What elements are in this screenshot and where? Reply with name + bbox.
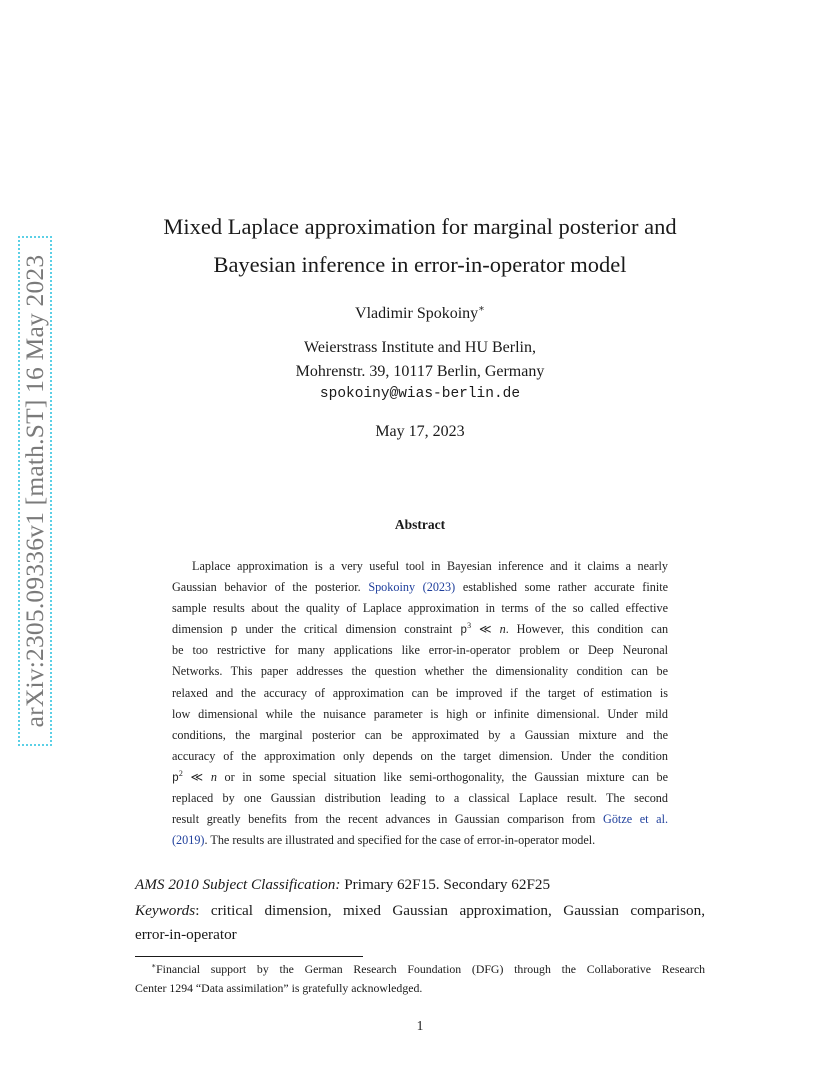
math-ll: ≪ [478, 622, 492, 637]
abstract-text: or in some special situation like semi-orthogonality, the Gaussian mixture can be [224, 769, 669, 784]
title-line-1: Mixed Laplace approximation for marginal posterior and [163, 214, 677, 239]
abstract-text: established some rather accurate finite [462, 580, 669, 595]
keywords [135, 899, 705, 946]
abstract-text: dimension [172, 622, 223, 637]
math-p: p [460, 624, 468, 638]
keywords-text: critical dimension, mixed Gaussian approximation, Gaussian comparison, [210, 902, 706, 919]
arxiv-sidebar-stamp [18, 236, 58, 746]
affiliation-line-1: Weierstrass Institute and HU Berlin, [304, 339, 536, 356]
subject-classification [135, 874, 705, 896]
footnote [135, 960, 705, 998]
author-email[interactable]: spokoiny@wias-berlin.de [319, 386, 521, 402]
abstract-line: replaced by one Gaussian distribution leading to a classical Laplace result. The second [172, 791, 668, 806]
abstract-line: Laplace approximation is a very useful tool in Bayesian inference and it claims a nearly [192, 559, 668, 573]
math-ll: ≪ [190, 769, 204, 784]
arxiv-identifier: arXiv:2305.09336v1 [math.ST] 16 May 2023 [18, 236, 52, 746]
abstract-line: conditions, the marginal posterior can be approximated by a Gaussian mixture and the [172, 727, 668, 742]
author-footnote-mark: ∗ [478, 303, 485, 315]
abstract-text: Gaussian behavior of the posterior. [172, 580, 361, 595]
abstract-line: relaxed and the accuracy of approximation can be improved if the target of estimation is [172, 685, 668, 700]
abstract-text: under the critical dimension constraint [245, 622, 453, 637]
page-number: 1 [416, 1018, 424, 1033]
abstract-line [172, 830, 668, 851]
abstract-line [172, 809, 668, 830]
citation-link[interactable]: Spokoiny (2023) [368, 580, 456, 595]
abstract-line [172, 767, 668, 788]
affiliation [100, 336, 740, 407]
affiliation-line-2: Mohrenstr. 39, 10117 Berlin, Germany [295, 362, 545, 380]
footnote-divider [135, 956, 363, 957]
math-n: n [210, 769, 217, 784]
keywords-label: Keywords [135, 902, 196, 919]
abstract-line [172, 619, 668, 640]
paper-date: May 17, 2023 [375, 423, 465, 440]
classification-value: Primary 62F15. Secondary 62F25 [344, 876, 551, 893]
abstract-line: Networks. This paper addresses the question whether the dimensionality condition can be [172, 664, 668, 679]
author [100, 303, 740, 325]
title-line-2: Bayesian inference in error-in-operator model [213, 252, 627, 277]
abstract-heading: Abstract [394, 517, 446, 532]
abstract-line [172, 577, 668, 598]
keywords-line [135, 899, 705, 923]
abstract-line: low dimensional while the nuisance parameter is high or infinite dimensional. Under mild [172, 706, 668, 721]
footnote-line [135, 960, 705, 979]
keywords-colon: : [195, 902, 200, 919]
author-name: Vladimir Spokoiny [355, 305, 479, 322]
abstract-body [172, 556, 668, 851]
footnote-line: Center 1294 “Data assimilation” is gratefully acknowledged. [135, 981, 423, 995]
abstract-text: . However, this condition can [505, 622, 669, 637]
classification-label: AMS 2010 Subject Classification: [135, 876, 341, 893]
paper-title [100, 208, 740, 284]
math-exponent: 2 [178, 768, 183, 778]
math-p: p [230, 624, 238, 638]
keywords-line: error-in-operator [135, 925, 237, 943]
math-exponent: 3 [467, 621, 472, 631]
citation-link[interactable]: Götze et al. [603, 812, 669, 827]
abstract-line: be too restrictive for many applications like error-in-operator problem or Deep Neuronal [172, 643, 668, 658]
footnote-text: Financial support by the German Research Foundation (DFG) through the Collaborative Research [156, 962, 705, 976]
footnote-mark: ∗ [151, 961, 157, 971]
abstract-text: . The results are illustrated and specified for the case of error-in-operator model. [204, 833, 596, 848]
math-n: n [499, 622, 506, 637]
abstract-line: accuracy of the approximation only depends on the target dimension. Under the condition [172, 748, 668, 763]
abstract-text: result greatly benefits from the recent advances in Gaussian comparison from [172, 812, 596, 827]
math-p: p [172, 771, 179, 785]
abstract-line: sample results about the quality of Laplace approximation in terms of the so called effective [172, 601, 668, 616]
citation-link[interactable]: (2019) [172, 833, 205, 848]
